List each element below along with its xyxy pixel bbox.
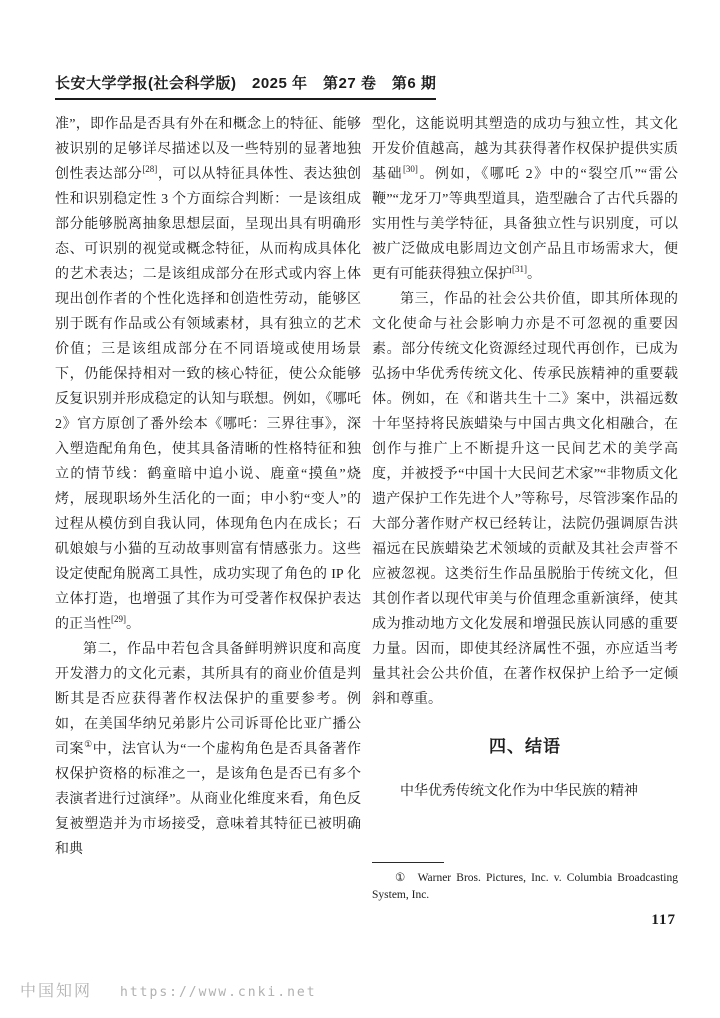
footnote-citation: Warner Bros. Pictures, Inc. v. Columbia Broadcasting System, Inc. (372, 872, 678, 901)
journal-title-line: 长安大学学报(社会科学版) 2025 年 第27 卷 第6 期 (55, 72, 436, 100)
body-paragraph: 型化，这能说明其塑造的成功与独立性，其文化开发价值越高，越为其获得著作权保护提供实质基础[30]。例如，《哪吒 2》中的“裂空爪”“雷公鞭”“龙牙刀”等典型道具，造型融合了古代兵器的实用性与美学特征，具备独立性与识别度，可以被广泛做成电影周边文创产品且市场需求大，便更有可能获得独立保护[31]。 (372, 117, 678, 282)
footnote-marker: ① (395, 872, 408, 884)
section-heading: 四、结语 (489, 737, 561, 756)
footnote (372, 862, 678, 904)
column-left (55, 112, 361, 862)
citation-ref: [29] (111, 614, 126, 624)
footnote-text (372, 870, 678, 904)
column-right (372, 112, 678, 804)
body-paragraph: 第二，作品中若包含具备鲜明辨识度和高度开发潜力的文化元素，其所具有的商业价值是判断其是否应获得著作权法保护的重要参考。例如，在美国华纳兄弟影片公司诉哥伦比亚广播公司案①中，法官认为“一个虚构角色是否具备著作权保护资格的标准之一，是该角色是否已有多个表演者进行过演绎”。从商业化维度来看，角色反复被塑造并为市场接受，意味着其特征已被明确和典 (55, 642, 362, 857)
body-paragraph: 第三，作品的社会公共价值，即其所体现的文化使命与社会影响力亦是不可忽视的重要因素。部分传统文化资源经过现代再创作，已成为弘扬中华优秀传统文化、传承民族精神的重要载体。例如，在《和谐共生十二》案中，洪福远数十年坚持将民族蜡染与中国古典文化相融合，在创作与推广上不断提升这一民间艺术的美学高度，并被授予“中国十大民间艺术家”“非物质文化遗产保护工作先进个人”等称号，尽管涉案作品的大部分著作财产权已经转让，法院仍强调原告洪福远在民族蜡染艺术领域的贡献及其社会声誉不应被忽视。这类衍生作品虽脱胎于传统文化，但其创作者以现代审美与价值理念重新演绎，使其成为推动地方文化发展和增强民族认同感的重要力量。因而，即使其经济属性不强，亦应适当考量其社会公共价值，在著作权保护上给予一定倾斜和尊重。 (372, 292, 678, 707)
page-number: 117 (651, 912, 676, 928)
body-paragraph: 中华优秀传统文化作为中华民族的精神 (400, 784, 638, 799)
citation-ref: [31] (512, 264, 527, 274)
watermark-site-name: 中国知网 (20, 983, 93, 1000)
footnote-divider (372, 862, 444, 863)
watermark-url: https://www.cnki.net (120, 985, 317, 1000)
citation-ref: [30] (402, 164, 418, 174)
body-paragraph: 准”，即作品是否具有外在和概念上的特征、能够被识别的足够详尽描述以及一些特别的显著地独创性表达部分[28]，可以从特征具体性、表达独创性和识别稳定性 3 个方面综合判断：一是该组成部分能够脱离抽象思想层面，呈现出具有明确形态、可识别的视觉或概念特征，从而构成具体化的艺术表达；二是该组成部分在形式或内容上体现出创作者的个性化选择和创造性劳动，能够区别于既有作品或公有领域素材，具有独立的艺术价值；三是该组成部分在不同语境或使用场景下，仍能保持相对一致的核心特征，使公众能够反复识别并形成稳定的认知与联想。例如，《哪吒2》官方原创了番外绘本《哪吒：三界往事》，深入塑造配角角色，使其具备清晰的性格特征和独立的情节线：鹤童暗中追小说、鹿童“摸鱼”烧烤，展现职场外生活化的一面；申小豹“变人”的过程从模仿到自我认同，体现角色内在成长；石矶娘娘与小猫的互动故事则富有情感张力。这些设定使配角脱离工具性，成功实现了角色的 IP 化立体打造，也增强了其作为可受著作权保护表达的正当性[29]。 (55, 117, 362, 632)
citation-ref: [28] (142, 164, 158, 174)
citation-ref: ① (84, 739, 93, 749)
running-head (55, 72, 436, 100)
watermark (20, 978, 317, 1001)
